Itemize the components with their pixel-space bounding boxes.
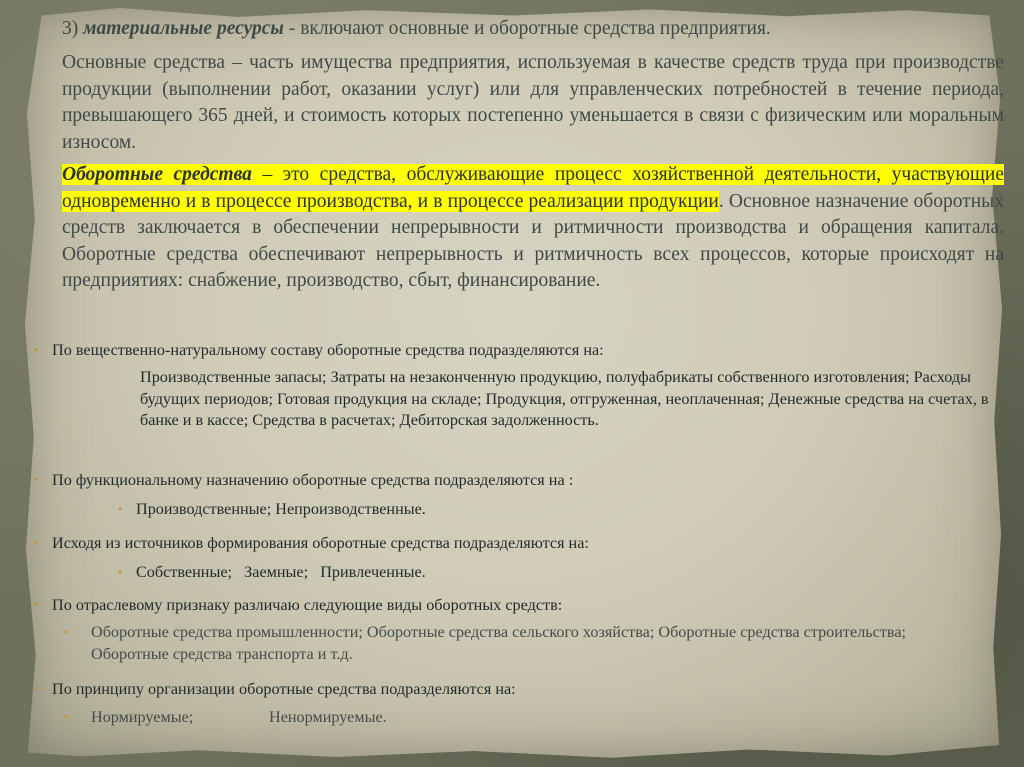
sub-bullet-icon: •: [118, 502, 123, 516]
working-capital-purpose: Основное назначение оборотных средств заключается в обеспечении непрерывности и ритмичности производства и обращения капитала. Оборотные средства обеспечивают непрерывность и ритмичность всех процессов, которые происходят на предприятиях: снабжение, производство, сбыт, финансирование.: [62, 190, 1004, 291]
sub-list-item-text: Ненормируемые.: [269, 708, 387, 726]
list-item-label: По функциональному назначению оборотные средства подразделяются на :: [52, 471, 574, 489]
list-item-label: По отраслевому признаку различаю следующие виды оборотных средств:: [52, 596, 563, 614]
sub-bullet-icon: •: [118, 565, 123, 579]
material-resources-text: - включают основные и оборотные средства предприятия.: [283, 18, 771, 39]
sub-bullet-icon: •: [64, 625, 69, 639]
paragraph-fixed-assets: Основные средства – часть имущества предприятия, используемая в качестве средств труда при производстве продукции (выполнении работ, оказании услуг) или для управленческих потребностей в течение периода, превышающего 365 дней, и стоимость которых постепенно уменьшается в связи с физическим или моральным износом.: [62, 52, 1004, 153]
sub-list-item-text: Нормируемые;: [91, 708, 194, 726]
bullet-icon: •: [34, 681, 39, 696]
list-item-label: Исходя из источников формирования оборотные средства подразделяются на:: [52, 534, 589, 552]
term-material-resources: материальные ресурсы: [83, 18, 284, 39]
definition-text: – это средства, обслуживающие процесс хозяйственной деятельности, участвующие одновременно и в процессе производства, и в процессе реализации продукции: [62, 164, 1004, 212]
term-working-capital: Оборотные средства: [62, 164, 252, 185]
paragraph-material-resources: [62, 16, 1004, 43]
bullet-icon: •: [34, 342, 39, 357]
sub-list-item-text: Производственные; Непроизводственные.: [136, 500, 426, 518]
bullet-icon: •: [34, 535, 39, 550]
list-item-label: По принципу организации оборотные средства подразделяются на:: [52, 680, 516, 698]
sub-list-item-text: Собственные; Заемные; Привлеченные.: [136, 563, 426, 581]
list-item-subtext: Производственные запасы; Затраты на незаконченную продукцию, полуфабрикаты собственного изготовления; Расходы будущих периодов; Готовая продукция на складе; Продукция, отгруженная, неоплаченная; Денежные средства на счетах, в банке и в кассе; Средства в расчетах; Дебиторская задолженность.: [140, 368, 989, 429]
list-item-label: По вещественно-натуральному составу оборотные средства подразделяются на:: [52, 341, 604, 359]
paragraph-working-capital: [62, 162, 1004, 295]
bullet-icon: •: [34, 597, 39, 612]
sub-bullet-icon: •: [64, 710, 69, 724]
list-number: 3): [62, 18, 79, 39]
definition-dot: .: [718, 190, 724, 212]
sub-list-item-text: Оборотные средства промышленности; Оборотные средства сельского хозяйства; Оборотные средства строительства; Оборотные средства транспорта и т.д.: [91, 623, 907, 663]
bullet-icon: •: [34, 472, 39, 487]
